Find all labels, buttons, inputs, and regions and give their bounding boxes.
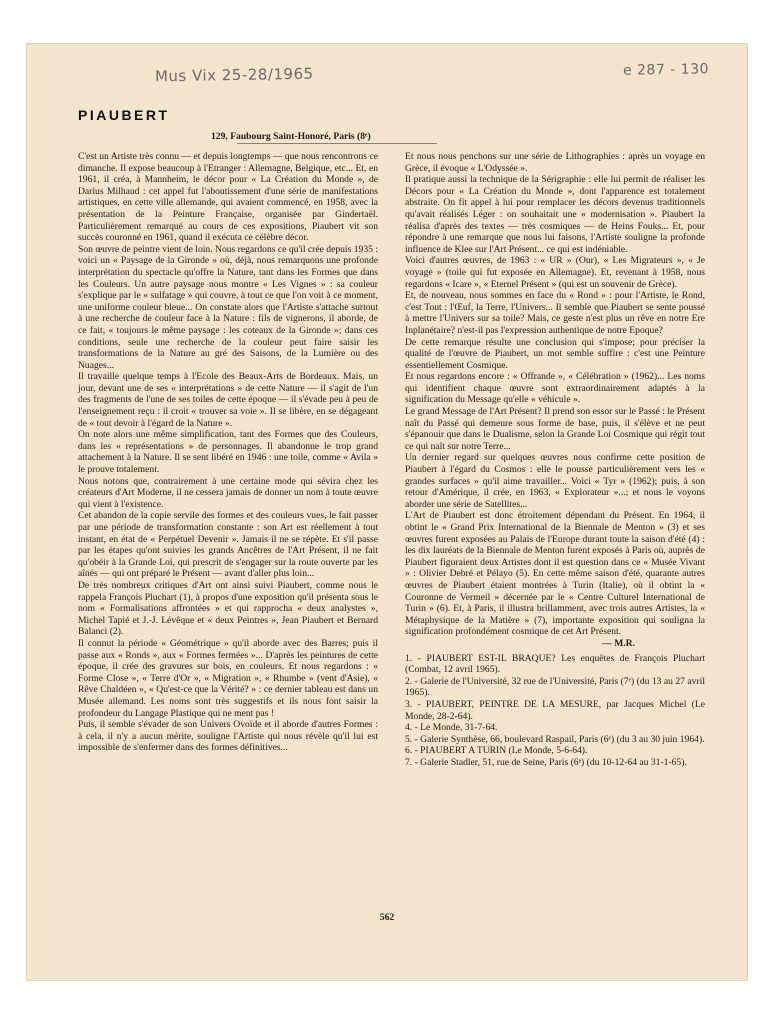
- article-paragraph: C'est un Artiste très connu — et depuis longtemps — que nous rencontrons ce dimanche. Il expose beaucoup à l'Etranger : Allemagne, Belgique, etc... Et, en 1961, il créa, à Mannheim, le décor pour « La Création du Monde », de Darius Milhaud : cet appel fut l'aboutissement d'une série de manifestations artistiques, en cette ville allemande, qui avaient commencé, en 1958, avec la présentation de la Peinture Française, organisée par Gindertaël. Particulièrement remarqué au cours de ces expositions, Piaubert vit son succès couronné en 1961, quand il exécuta ce célèbre décor.: [78, 151, 378, 244]
- article-paragraph: Cet abandon de la copie servile des formes et des couleurs vues, le fait passer par une période de transformation constante : son Art est réellement à tout instant, en état de « Perpétuel Devenir ». Jamais il ne se répète. Et s'il passe par les étapes qu'ont suivies les grands Ancêtres de l'Art Présent, il ne fait qu'obéir à la Grande Loi, qui prescrit de s'engager sur la route ouverte par les aînés — qui ont préparé le Présent — avant d'aller plus loin...: [78, 510, 378, 580]
- handwritten-note: Mus Vix 25-28/1965: [154, 64, 314, 86]
- article-paragraph: Voici d'autres œuvres, de 1963 : « UR » (Our), « Les Migrateurs », « Je voyage » (toile qui fut exposée en Allemagne). Et, revenant à 1958, nous regardons « Icare », « Eternel Présent » (qui est un souvenir de Grèce).: [405, 255, 705, 290]
- artist-title: PIAUBERT: [78, 107, 170, 123]
- article-paragraph: Puis, il semble s'évader de son Univers Ovoïde et il aborde d'autres Formes : à cela, il n'y a aucun mérite, souligne l'Artiste qui nous révèle qu'il lui est impossible de s'enfermer dans des formes définitives...: [78, 719, 378, 754]
- article-paragraph: Et nous regardons encore : « Offrande », « Célébration » (1962)... Les noms qui identifient chaque œuvre sont extraordinairement adaptés à la signification du Message qu'elle « véhicule ».: [405, 371, 705, 406]
- article-paragraph: Il pratique aussi la technique de la Sérigraphie : elle lui permit de réaliser les Décors pour « La Création du Monde », dont l'apparence est totalement abstraite. On fit appel à lui pour remplacer les décors devenus traditionnels qu'avait réalisés Léger : on souhaitait une « modernisation ». Piaubert la réalisa d'après des textes — très cosmiques — de Heins Fouks... Et, pour répondre à une remarque que nous lui faisons, l'Artiste souligne la profonde influence de Klee sur l'Art Présent... ce qui est indéniable.: [405, 174, 705, 255]
- footnote: 5. - Galerie Synthèse, 66, boulevard Raspail, Paris (6ᵉ) (du 3 au 30 juin 1964).: [405, 733, 705, 745]
- article-column-right: [405, 151, 705, 768]
- author-signature: — M.R.: [602, 637, 635, 649]
- footnote: 1. - PIAUBERT EST-IL BRAQUE? Les enquêtes de François Pluchart (Combat, 12 avril 1965).: [405, 652, 705, 676]
- footnote: 4. - Le Monde, 31-7-64.: [405, 722, 498, 734]
- article-paragraph: On note alors une même simplification, tant des Formes que des Couleurs, dans les « représentations » de personnages. Il abandonne le trop grand attachement à la Nature. Il se sent libéré en 1946 : une toile, comme « Avila » le prouve totalement.: [78, 429, 378, 476]
- article-paragraph: Il connut la période « Géométrique » qu'il aborde avec des Barres; puis il passe aux « Ronds », aux « Formes fermées »... D'après les peintures de cette époque, il crée des gravures sur bois, en couleurs. Et nous regardons : « Forme Close », « Terre d'Or », « Migration », « Rhumbe » (vent d'Asie), « Rêve Chaldéen », « Qu'est-ce que la Vérité? » : ce dernier tableau est dans un Musée allemand. Les noms sont très suggestifs et ils nous font saisir la profondeur du Langage Plastique qui ne ment pas !: [78, 637, 378, 719]
- article-paragraph: Son œuvre de peintre vient de loin. Nous regardons ce qu'il crée depuis 1935 : voici un « Paysage de la Gironde » où, déjà, nous remarquons une profonde interprétation du spectacle qu'offre la Nature, tant dans les Formes que dans les Couleurs. Un autre paysage nous montre « Les Vignes » : sa couleur s'explique par le « sulfatage » qui couvre, à tout ce que l'on voit à ce moment, une uniforme couleur bleue... On constate alors que l'Artiste s'attache surtout à une recherche de couleur face à la Nature : fils de vignerons, il aborde, de ce fait, « toujours le même paysage : les coteaux de la Gironde »; dans ces conditions, seule une recherche de la couleur peut faire saisir les transformations de la Nature au gré des Saisons, de la Lumière ou des Nuages...: [78, 243, 378, 371]
- article-paragraph: Le grand Message de l'Art Présent? Il prend son essor sur le Passé : le Présent naît du Passé qui demeure sous forme de base, puis, il s'élève et ne peut s'épanouir que dans le Dualisme, selon la Grande Loi Cosmique qui régit tout ce qui naît sur notre Terre...: [405, 406, 705, 452]
- footnote: 2. - Galerie de l'Université, 32 rue de l'Université, Paris (7ᵉ) (du 13 au 27 avril 1965).: [405, 675, 705, 699]
- article-paragraph: Et nous nous penchons sur une série de Lithographies : après un voyage en Grèce, il évoque « L'Odyssée ».: [405, 151, 705, 174]
- article-paragraph: L'Art de Piaubert est donc étroitement dépendant du Présent. En 1964, il obtint le « Grand Prix International de la Biennale de Menton » (3) et ses œuvres furent exposées au Palais de l'Europe durant toute la saison d'été (4) : les dix lauréats de la Biennale de Menton furent exposés à Paris où, auprès de Piaubert figuraient deux Artistes dont il est question dans ce « Musée Vivant » : Olivier Debré et Pélayo (5). En cette même saison d'été, quarante autres œuvres de Piaubert étaient montrées à Turin (Italie), où il obtint la « Couronne de Vermeil » décernée par le « Centre Culturel International de Turin » (6). Et, à Paris, il illustra brillamment, avec trois autres Artistes, la « Métaphysique de la Matière » (7), importante exposition qui souligna la signification profondément cosmique de cet Art Présent.: [405, 510, 705, 638]
- footnote: 7. - Galerie Stadler, 51, rue de Seine, Paris (6ᵉ) (du 10-12-64 au 31-1-65).: [405, 756, 687, 768]
- artist-address: 129, Faubourg Saint-Honoré, Paris (8ᵉ): [211, 131, 371, 142]
- article-column-left: [78, 151, 378, 754]
- article-column-right-body: [405, 151, 705, 638]
- footnote: 6. - PIAUBERT A TURIN (Le Monde, 5-6-64).: [405, 745, 588, 757]
- article-paragraph: De cette remarque résulte une conclusion qui s'impose; pour préciser la qualité de l'œuvre de Piaubert, un mot semble suffire : c'est une Peinture essentiellement Cosmique.: [405, 336, 705, 371]
- handwritten-code: e 287 - 130: [622, 61, 710, 79]
- article-paragraph: Il travaille quelque temps à l'Ecole des Beaux-Arts de Bordeaux. Mais, un jour, devant une de ses « interprétations » de cette Nature — il s'agit de l'un des fragments de l'une de ses toiles de cette époque — il s'évade peu à peu de l'enseignement reçu : il croit « trouver sa voie ». Il se libère, en se dégageant de « tout devoir à l'égard de la Nature ».: [78, 371, 378, 429]
- page-number: 562: [379, 912, 395, 923]
- footnote-list: [405, 653, 705, 769]
- footnote: 3. - PIAUBERT, PEINTRE DE LA MESURE, par Jacques Michel (Le Monde, 28-2-64).: [405, 698, 705, 722]
- article-paragraph: Un dernier regard sur quelques œuvres nous confirme cette position de Piaubert à l'égard du Cosmos : elle le pousse particulièrement vers les « grandes surfaces » qu'il aime travailler... Voici « Tyr » (1962); puis, à son retour d'Amérique, il crée, en 1963, « Explorateur »...; et nous le voyons aborder une série de Satellites...: [405, 452, 705, 510]
- address-divider: [237, 143, 437, 144]
- article-paragraph: De très nombreux critiques d'Art ont ainsi suivi Piaubert, comme nous le rappela François Pluchart (1), à propos d'une exposition qu'il présenta sous le nom « Formalisations affrontées » et qui rapprocha « deux analystes », Michel Tapié et J.-J. Lévêque et « deux Peintres », Jean Piaubert et Bernard Balanci (2).: [78, 579, 378, 638]
- article-paragraph: Nous notons que, contrairement à une certaine mode qui sévira chez les créateurs d'Art Moderne, il ne cessera jamais de donner un nom à toute œuvre qui vient à l'existence.: [78, 475, 378, 510]
- article-paragraph: Et, de nouveau, nous sommes en face du « Rond » : pour l'Artiste, le Rond, c'est Tout : l'Œuf, la Terre, l'Univers... Il semble que Piaubert se sente poussé à mettre l'Univers sur sa toile? Mais, ce geste n'est plus un rêve en notre Ere Inplanétaire? n'est-il pas l'expression authentique de notre Epoque?: [405, 290, 705, 336]
- magazine-page: [27, 44, 747, 980]
